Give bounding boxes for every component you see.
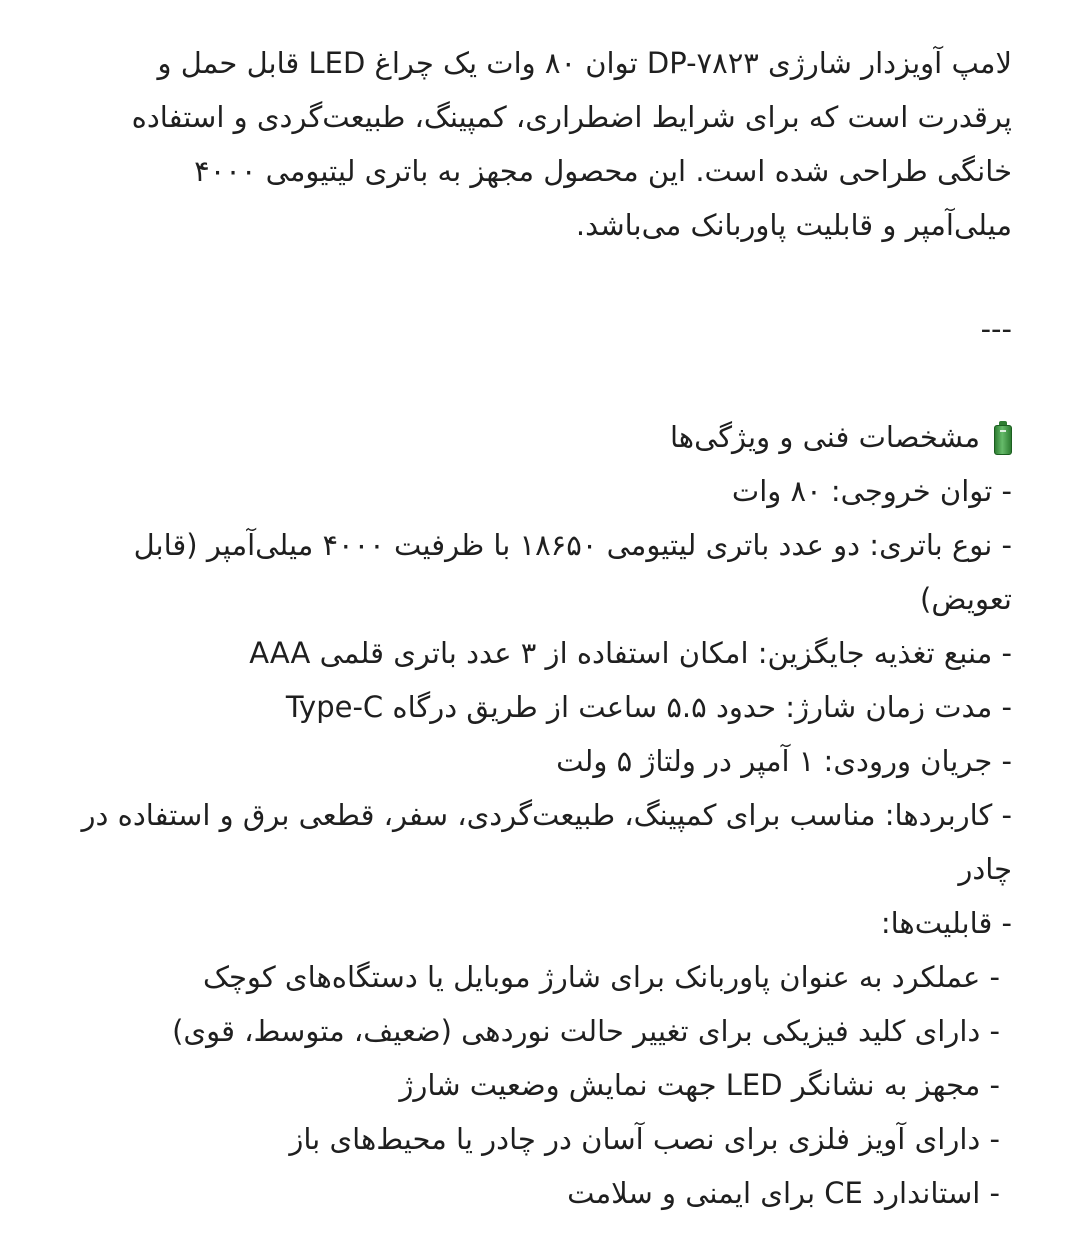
battery-icon xyxy=(994,421,1012,455)
spec-item-capabilities: - قابلیت‌ها: xyxy=(880,906,1012,940)
separator: --- xyxy=(980,312,1012,346)
spec-item-input-current: - جریان ورودی: ۱ آمپر در ولتاژ ۵ ولت xyxy=(556,744,1012,778)
capability-light-switch: - دارای کلید فیزیکی برای تغییر حالت نوردهی (ضعیف، متوسط، قوی) xyxy=(172,1014,1000,1048)
specs-title: مشخصات فنی و ویژگی‌ها xyxy=(669,420,980,454)
capability-powerbank: - عملکرد به عنوان پاوربانک برای شارژ موبایل یا دستگاه‌های کوچک xyxy=(203,960,1000,994)
capability-metal-hook: - دارای آویز فلزی برای نصب آسان در چادر یا محیط‌های باز xyxy=(289,1122,1000,1156)
intro-paragraph: لامپ آویزدار شارژی DP-۷۸۲۳ توان ۸۰ وات یک چراغ LED قابل حمل و پرقدرت است که برای شرایط اضطراری، کمپینگ، طبیعت‌گردی و استفاده خانگی طراحی شده است. این محصول مجهز به باتری لیتیومی ۴۰۰۰ میلی‌آمپر و قابلیت پاوربانک می‌باشد. xyxy=(131,46,1012,242)
spec-item-alt-power: - منبع تغذیه جایگزین: امکان استفاده از ۳ عدد باتری قلمی AAA xyxy=(249,636,1012,670)
spec-item-charge-time: - مدت زمان شارژ: حدود ۵.۵ ساعت از طریق درگاه Type-C xyxy=(285,690,1012,724)
specs-section xyxy=(80,410,1012,1220)
spec-item-battery-type: - نوع باتری: دو عدد باتری لیتیومی ۱۸۶۵۰ با ظرفیت ۴۰۰۰ میلی‌آمپر (قابل تعویض) xyxy=(133,528,1012,616)
spec-item-output-power: - توان خروجی: ۸۰ وات xyxy=(731,474,1012,508)
spec-item-applications: - کاربردها: مناسب برای کمپینگ، طبیعت‌گردی، سفر، قطعی برق و استفاده در چادر xyxy=(81,798,1012,886)
specs-heading xyxy=(80,410,1012,464)
capability-led-indicator: - مجهز به نشانگر LED جهت نمایش وضعیت شارژ xyxy=(399,1068,1000,1102)
capability-ce-standard: - استاندارد CE برای ایمنی و سلامت xyxy=(567,1176,1000,1210)
